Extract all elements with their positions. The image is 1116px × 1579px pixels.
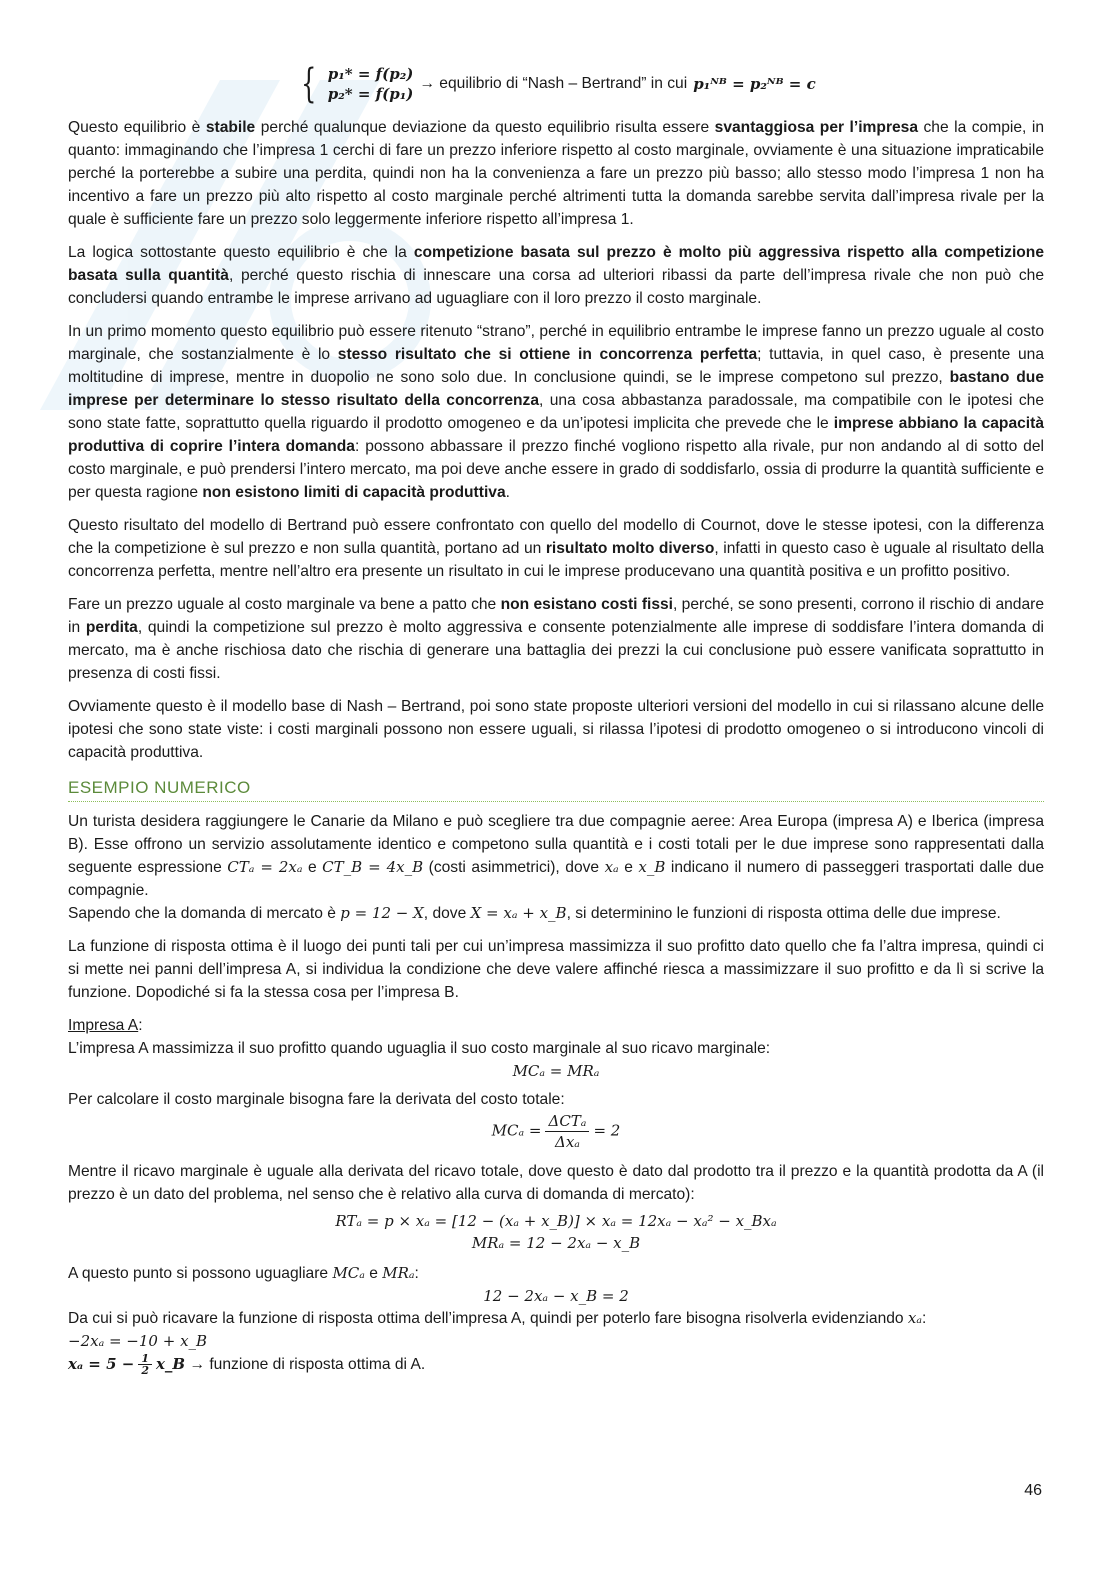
impresa-a-line5: Da cui si può ricavare la funzione di risposta ottima dell’impresa A, quindi per poterlo fare bisogna risolverla evidenziando xₐ: (68, 1309, 927, 1327)
equation-mc-mr: MCₐ = MRₐ (512, 1062, 600, 1080)
page-content (68, 60, 1044, 1376)
paragraph-cournot-comparison: Questo risultato del modello di Bertrand può essere confrontato con quello del modello di Cournot, dove le stesse ipotesi, con la differenza che la competizione è sul prezzo e non sulla quantità, portano ad un risultato molto diverso, infatti in questo caso è uguale al risultato della concorrenza perfetta, mentre nell’altro era presente un risultato in cui le imprese producevano una quantità positiva e un profitto positivo. (68, 517, 1044, 580)
paragraph-stability: Questo equilibrio è stabile perché qualunque deviazione da questo equilibrio risulta essere svantaggiosa per l’impresa che la compie, in quanto: immaginando che l’impresa 1 cerchi di fare un prezzo inferiore rispetto al costo marginale, ovviamente è una situazione impraticabile perché la porterebbe a subire una perdita, quindi non ha la convenienza a fare un prezzo più basso; allo stesso modo l’impresa 1 non ha incentivo a fare un prezzo più alto rispetto al costo marginale perché altrimenti tutta la domanda sarebbe servita dall’impresa rivale per la quale è sufficiente fare un prezzo solo leggermente inferiore rispetto all’impresa 1. (68, 119, 1044, 228)
equation-total-revenue: RTₐ = p × xₐ = [12 − (xₐ + x_B)] × xₐ = 12xₐ − xₐ² − x_Bxₐ (335, 1212, 777, 1230)
impresa-a-section (68, 1014, 1044, 1376)
best-response-1: p₁* = f(p₂) (327, 65, 414, 83)
nash-bertrand-equation: p₁ᴺᴮ = p₂ᴺᴮ = c (693, 75, 816, 93)
impresa-a-line4: A questo punto si possono uguagliare MCₐ e MRₐ: (68, 1264, 419, 1282)
paragraph-problem-statement: Un turista desidera raggiungere le Canarie da Milano e può scegliere tra due compagnie aeree: Area Europa (impresa A) e Iberica (impresa B). Esse offrono un servizio assolutamente identico e competono sulla quantità e i costi totali per le due imprese sono rappresentati dalla seguente espressione CTₐ = 2xₐ e CT_B = 4x_B (costi asimmetrici), dove xₐ e x_B indicano il numero di passeggeri trasportati dalle due compagnie. (68, 813, 1044, 899)
equilibrium-system (68, 61, 1044, 107)
paragraph-logic: La logica sottostante questo equilibrio è che la competizione basata sul prezzo è molto più aggressiva rispetto alla competizione basata sulla quantità, perché questo rischia di innescare una corsa ad ulteriori ribassi da parte dell’impresa rivale che non può che concludersi quando entrambe le imprese arrivano ad uguagliare con il loro prezzo il costo marginale. (68, 244, 1045, 307)
system-lines (328, 64, 414, 104)
paragraph-paradox: In un primo momento questo equilibrio può essere ritenuto “strano”, perché in equilibrio entrambe le imprese fanno un prezzo uguale al costo marginale, che sostanzialmente è lo stesso risultato che si ottiene in concorrenza perfetta; tuttavia, in quel caso, è presente una moltitudine di imprese, mentre in duopolio ne sono solo due. In conclusione quindi, se le imprese competono sul prezzo, bastano due imprese per determinare lo stesso risultato della concorrenza, una cosa abbastanza paradossale, ma compatibile con le ipotesi che sono state fatte, soprattutto quella riguardo il prodotto omogeneo e da un’ipotesi implicita che prevede che le imprese abbiano la capacità produttiva di coprire l’intera domanda: possono abbassare il prezzo finché vogliono rispetto alla rivale, pur non andando al di sotto del costo marginale, e può prendersi l’intero mercato, ma poi deve anche essere in grado di soddisfarlo, ossia di produrre la quantità sufficiente e per questa ragione non esistono limiti di capacità produttiva. (68, 323, 1045, 501)
impresa-a-line2: Per calcolare il costo marginale bisogna fare la derivata del costo totale: (68, 1091, 565, 1108)
impresa-a-line1: L’impresa A massimizza il suo profitto quando uguaglia il suo costo marginale al suo ricavo marginale: (68, 1040, 771, 1057)
paragraph-extensions: Ovviamente questo è il modello base di Nash – Bertrand, poi sono state proposte ulteriori versioni del modello in cui si rilassano alcune delle ipotesi che sono state viste: i costi marginali possono non essere uguali, si rilassa l’ipotesi di prodotto omogeneo o si introducono vincoli di capacità produttiva. (68, 698, 1044, 761)
paragraph-demand: Sapendo che la domanda di mercato è p = 12 − X, dove X = xₐ + x_B, si determinino le funzioni di risposta ottima delle due imprese. (68, 904, 1001, 922)
section-heading: ESEMPIO NUMERICO (68, 778, 1044, 802)
impresa-a-heading: Impresa A: (68, 1017, 143, 1034)
paragraph-fixed-costs: Fare un prezzo uguale al costo marginale va bene a patto che non esistano costi fissi, perché, se sono presenti, corrono il rischio di andare in perdita, quindi la competizione sul prezzo è molto aggressiva e consente potenzialmente alle imprese di soddisfare l’intera domanda di mercato, ma è anche rischiosa dato che rischia di generare una battaglia dei prezzi la cui conclusione può essere vanificata soprattutto in presenza di costi fissi. (68, 596, 1044, 682)
best-response-a: xₐ = 5 − $\frac{1}{2}$ x_B → funzione di risposta ottima di A. (68, 1352, 426, 1378)
equation-marginal-cost: MCₐ = $\frac{\text{ΔCTₐ}}{\text{Δxₐ}}$ = 2 (491, 1112, 621, 1151)
equilibrium-label: → equilibrio di “Nash – Bertrand” in cui (419, 75, 688, 92)
best-response-2: p₂* = f(p₁) (327, 85, 414, 103)
equation-solve-xa: −2xₐ = −10 + x_B (68, 1332, 208, 1350)
paragraph-best-response-def: La funzione di risposta ottima è il luogo dei punti tali per cui un’impresa massimizza il suo profitto dato quello che fa l’altra impresa, quindi ci si mette nei panni dell’impresa A, si individua la condizione che deve valere affinché riesca a massimizzare il suo profitto e da lì si scrive la funzione. Dopodiché si fa la stessa cosa per l’impresa B. (68, 938, 1044, 1001)
impresa-a-line3: Mentre il ricavo marginale è uguale alla derivata del ricavo totale, dove questo è dato dal prodotto tra il prezzo e la quantità prodotta da A (il prezzo è un dato del problema, nel senso che è relativo alla curva di domanda di mercato): (68, 1163, 1044, 1203)
equation-mc-equals-mr: 12 − 2xₐ − x_B = 2 (483, 1287, 629, 1305)
equation-marginal-revenue: MRₐ = 12 − 2xₐ − x_B (471, 1234, 641, 1252)
page-number: 46 (1024, 1482, 1042, 1499)
brace: { (301, 61, 317, 107)
